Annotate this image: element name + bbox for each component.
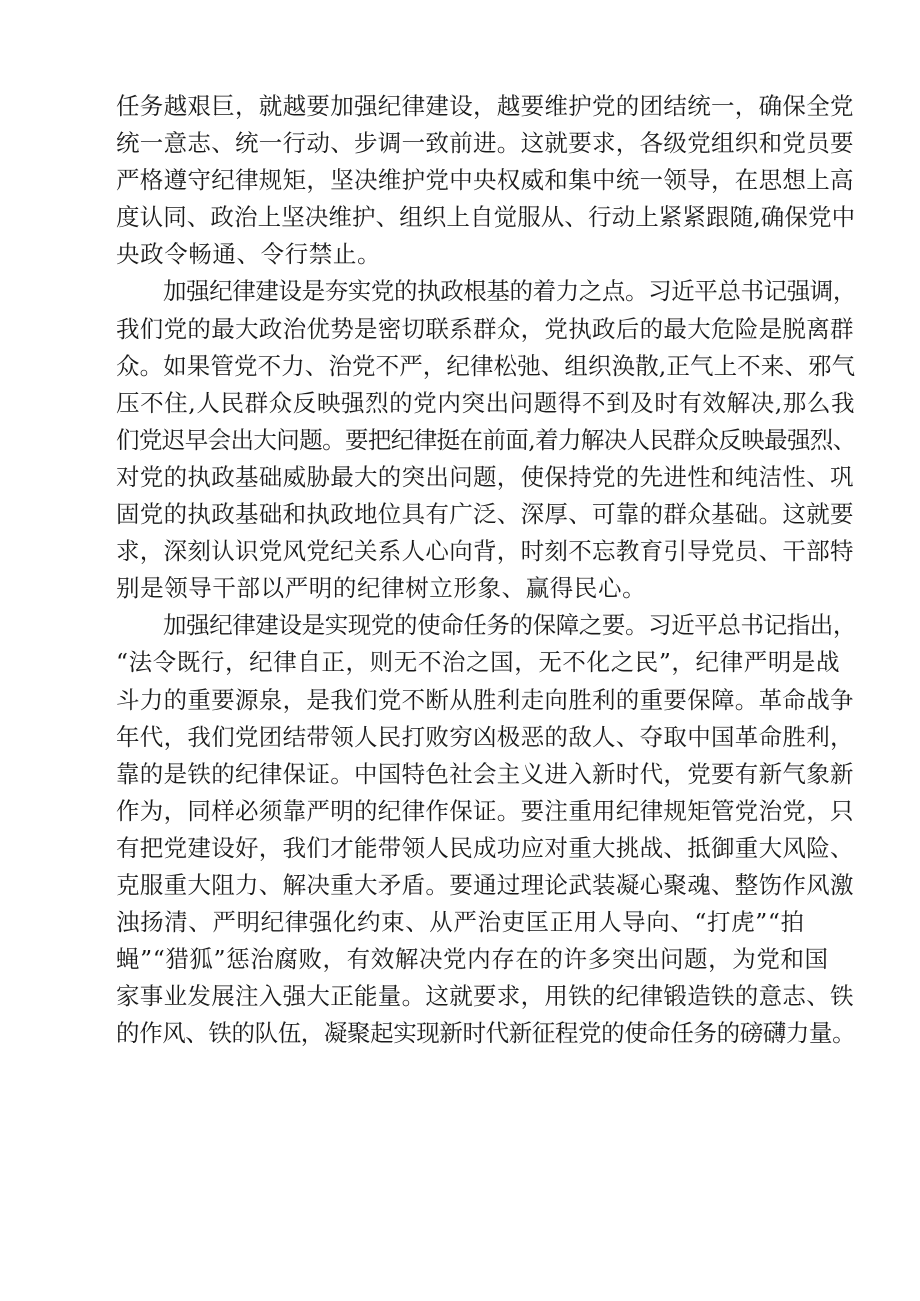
text-line: 斗力的重要源泉，是我们党不断从胜利走向胜利的重要保障。革命战争 (116, 685, 854, 714)
text-line: 统一意志、统一行动、步调一致前进。这就要求，各级党组织和党员要 (116, 129, 854, 158)
text-line: 年代，我们党团结带领人民打败穷凶极恶的敌人、夺取中国革命胜利， (116, 722, 854, 751)
text-line: 家事业发展注入强大正能量。这就要求，用铁的纪律锻造铁的意志、铁 (116, 982, 854, 1011)
text-line: 我们党的最大政治优势是密切联系群众，党执政后的最大危险是脱离群 (116, 314, 854, 343)
text-line: 求，深刻认识党风党纪关系人心向背，时刻不忘教育引导党员、干部特 (116, 537, 854, 566)
text-line: 加强纪律建设是实现党的使命任务的保障之要。习近平总书记指出， (163, 611, 856, 640)
text-line: 任务越艰巨，就越要加强纪律建设，越要维护党的团结统一，确保全党 (116, 92, 854, 120)
text-line: 作为，同样必须靠严明的纪律作保证。要注重用纪律规矩管党治党，只 (116, 796, 854, 825)
text-line: 蝇”“猎狐”惩治腐败，有效解决党内存在的许多突出问题，为党和国 (116, 945, 829, 974)
paragraph-2 (116, 273, 856, 607)
text-line: 别是领导干部以严明的纪律树立形象、赢得民心。 (116, 574, 647, 603)
text-line: 有把党建设好，我们才能带领人民成功应对重大挑战、抵御重大风险、 (116, 833, 854, 862)
text-line: 加强纪律建设是夯实党的执政根基的着力之点。习近平总书记强调， (163, 277, 856, 306)
text-line: 对党的执政基础威胁最大的突出问题，使保持党的先进性和纯洁性、巩 (116, 462, 854, 491)
text-line: 度认同、政治上坚决维护、组织上自觉服从、行动上紧紧跟随,确保党中 (116, 203, 856, 232)
paragraph-3 (116, 607, 856, 1052)
text-line: 们党迟早会出大问题。要把纪律挺在前面,着力解决人民群众反映最强烈、 (116, 425, 856, 454)
text-line: 的作风、铁的队伍，凝聚起实现新时代新征程党的使命任务的磅礴力量。 (116, 1019, 856, 1048)
text-line: 众。如果管党不力、治党不严，纪律松弛、组织涣散,正气上不来、邪气 (116, 351, 856, 380)
article-body (116, 88, 856, 1052)
text-line: 克服重大阻力、解决重大矛盾。要通过理论武装凝心聚魂、整饬作风激 (116, 870, 854, 899)
text-line: 浊扬清、严明纪律强化约束、从严治吏匡正用人导向、“打虎”“拍 (116, 908, 805, 937)
text-line: 压不住,人民群众反映强烈的党内突出问题得不到及时有效解决,那么我 (116, 388, 856, 417)
text-line: 严格遵守纪律规矩，坚决维护党中央权威和集中统一领导，在思想上高 (116, 166, 854, 195)
text-line: 固党的执政基础和执政地位具有广泛、深厚、可靠的群众基础。这就要 (116, 500, 854, 529)
paragraph-1 (116, 88, 856, 273)
text-line: “法令既行，纪律自正，则无不治之国，无不化之民”，纪律严明是战 (116, 648, 841, 677)
text-line: 央政令畅通、令行禁止。 (116, 240, 382, 269)
text-line: 靠的是铁的纪律保证。中国特色社会主义进入新时代，党要有新气象新 (116, 759, 854, 788)
